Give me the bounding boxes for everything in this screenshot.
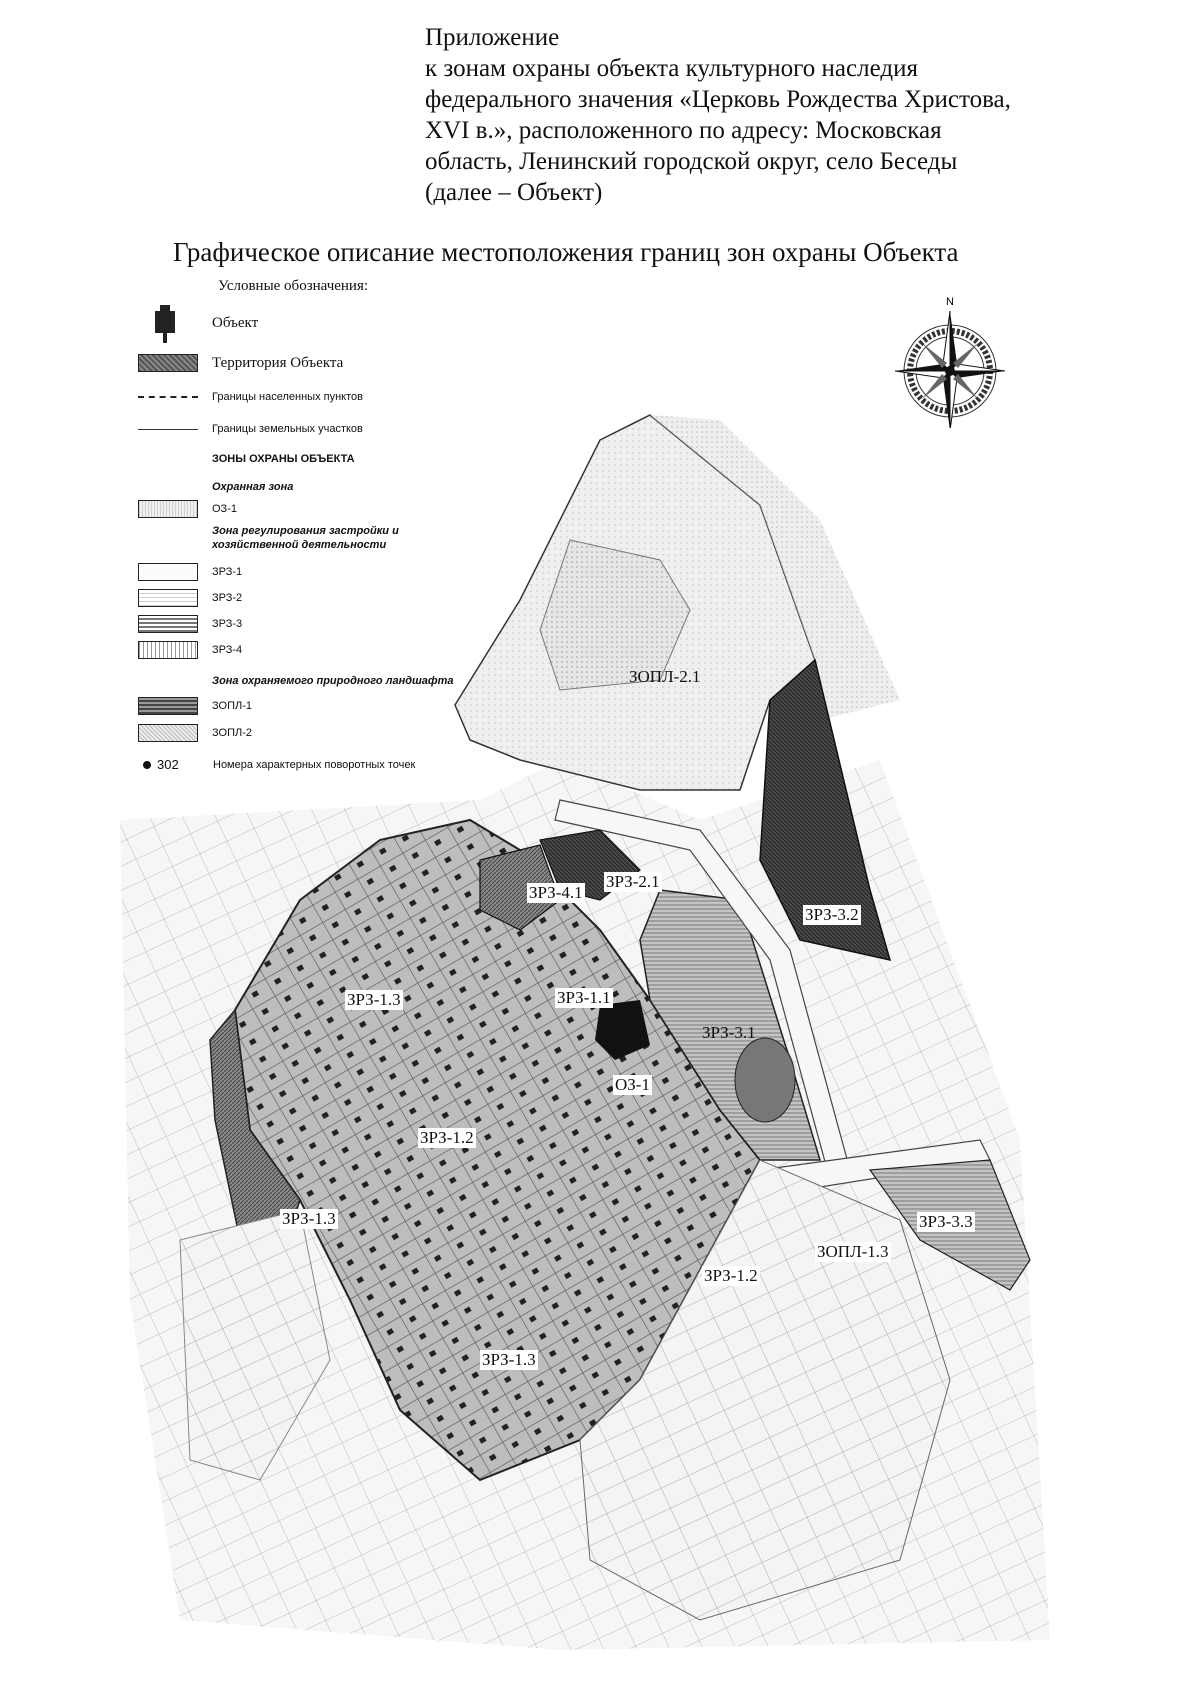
legend-zrz3-label: ЗРЗ-3: [212, 618, 243, 630]
compass-north-label: N: [946, 296, 954, 308]
label-zrz-2-1: ЗРЗ-2.1: [606, 872, 660, 891]
label-zopl-1-3: ЗОПЛ-1.3: [817, 1242, 889, 1261]
legend-point-number-value: 302: [157, 757, 179, 772]
label-zrz-3-2: ЗРЗ-3.2: [805, 905, 859, 924]
header-line-4: XVI в.», расположенного по адресу: Московская: [425, 117, 942, 144]
label-zrz-1-2-west: ЗРЗ-1.2: [420, 1128, 474, 1147]
header-line-2: к зонам охраны объекта культурного наследия: [425, 55, 918, 82]
label-zopl-2-1: ЗОПЛ-2.1: [629, 667, 701, 686]
legend-settlement-borders-label: Границы населенных пунктов: [212, 391, 363, 403]
legend-zrz1-label: ЗРЗ-1: [212, 566, 243, 578]
legend-zopl1-label: ЗОПЛ-1: [212, 700, 252, 712]
legend-regulation-zone: Зона регулирования застройки и хозяйственной деятельности: [212, 525, 399, 551]
label-zrz-3-3: ЗРЗ-3.3: [919, 1212, 973, 1231]
label-zrz-3-1: ЗРЗ-3.1: [702, 1023, 756, 1042]
label-zrz-1-1: ЗРЗ-1.1: [557, 988, 611, 1007]
legend-point-label: Номера характерных поворотных точек: [213, 758, 416, 771]
header-line-1: Приложение: [425, 24, 560, 51]
label-zrz-4-1: ЗРЗ-4.1: [529, 883, 583, 902]
label-zrz-1-2-east: ЗРЗ-1.2: [704, 1266, 758, 1285]
legend-landscape-zone: Зона охраняемого природного ландшафта: [212, 675, 454, 687]
header-line-6: (далее – Объект): [425, 179, 603, 206]
label-zrz-1-3-north: ЗРЗ-1.3: [347, 990, 401, 1009]
label-zrz-1-3-south: ЗРЗ-1.3: [482, 1350, 536, 1369]
legend-protection-zone: Охранная зона: [212, 481, 294, 493]
legend-zones-heading: ЗОНЫ ОХРАНЫ ОБЪЕКТА: [212, 453, 355, 465]
legend-oz1-label: ОЗ-1: [212, 503, 237, 515]
legend-zrz4-label: ЗРЗ-4: [212, 644, 243, 656]
header-line-5: область, Ленинский городской округ, село Беседы: [425, 148, 958, 175]
legend-object-label: Объект: [212, 314, 259, 331]
legend-zrz2-label: ЗРЗ-2: [212, 592, 243, 604]
legend-territory-label: Территория Объекта: [212, 354, 344, 371]
label-zrz-1-3-west: ЗРЗ-1.3: [282, 1209, 336, 1228]
compass-rose-icon: [895, 293, 1005, 428]
legend-zopl2-label: ЗОПЛ-2: [212, 727, 252, 739]
legend-land-borders-label: Границы земельных участков: [212, 423, 363, 435]
label-oz-1: ОЗ-1: [615, 1075, 650, 1094]
map-subtitle: Графическое описание местоположения границ зон охраны Объекта: [173, 237, 959, 267]
legend-title: Условные обозначения:: [218, 278, 369, 294]
header-line-3: федерального значения «Церковь Рождества Христова,: [425, 86, 1011, 113]
